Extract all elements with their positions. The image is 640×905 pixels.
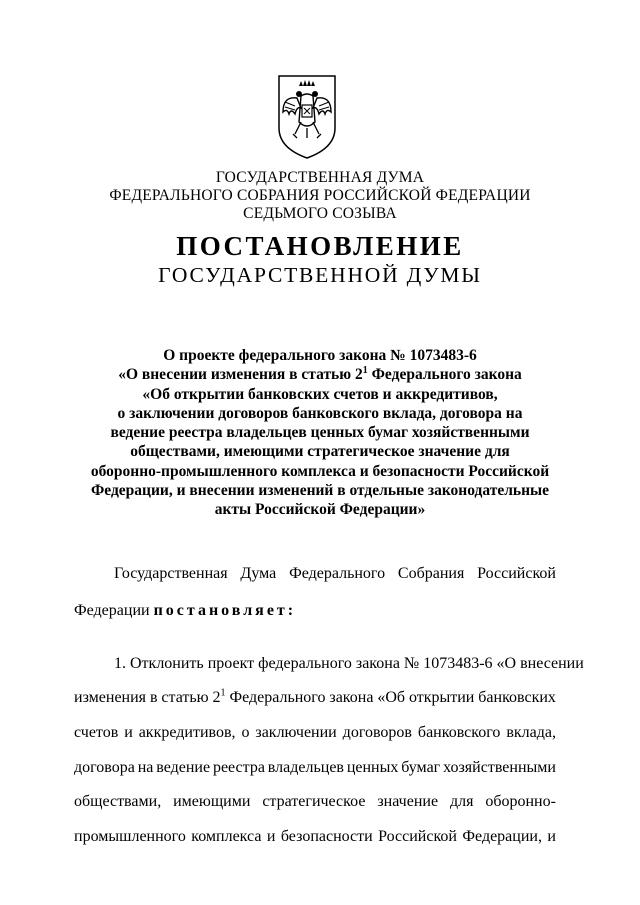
subject-line: Федерации, и внесении изменений в отдельные законодательные <box>90 482 550 500</box>
subject-line: О проекте федерального закона № 1073483-6 <box>163 347 477 364</box>
document-title: ПОСТАНОВЛЕНИЕ <box>176 231 464 261</box>
subject-line: акты Российской Федерации» <box>214 501 426 519</box>
header-convocation: СЕДЬМОГО СОЗЫВА <box>243 205 397 222</box>
subject-line: обществами, имеющими стратегическое значение для <box>130 443 510 461</box>
subject-line: «О внесении изменения в статью $2^1$ Федерального закона <box>118 365 522 384</box>
preamble-line: Государственная Дума Федерального Собрания Российской <box>114 565 556 582</box>
subject-heading <box>0 346 640 520</box>
subject-line: оборонно-промышленного комплекса и безопасности Российской <box>90 462 550 480</box>
header-federal-assembly: ФЕДЕРАЛЬНОГО СОБРАНИЯ РОССИЙСКОЙ ФЕДЕРАЦИИ <box>109 187 531 204</box>
document-subtitle: ГОСУДАРСТВЕННОЙ ДУМЫ <box>158 263 482 287</box>
item-1-line: обществами, имеющими стратегическое значение для оборонно- <box>74 793 556 810</box>
preamble-line: Федерации постановляет: <box>74 602 297 619</box>
item-1-line: промышленного комплекса и безопасности Российской Федерации, и <box>74 828 556 845</box>
subject-line: о заключении договоров банковского вклада, договора на <box>117 404 523 422</box>
header-duma: ГОСУДАРСТВЕННАЯ ДУМА <box>215 169 425 186</box>
russian-coat-of-arms-icon <box>275 72 339 160</box>
item-1-line: изменения в статью $2^1$ Федерального закона «Об открытии банковских <box>74 687 556 706</box>
item-1-line: счетов и аккредитивов, о заключении договоров банковского вклада, <box>74 724 556 741</box>
subject-line: ведение реестра владельцев ценных бумаг хозяйственными <box>110 424 530 442</box>
item-1-line: 1. Отклонить проект федерального закона № 1073483-6 «О внесении <box>114 655 584 672</box>
resolves-word: постановляет: <box>153 602 297 619</box>
item-1-line: договора на ведение реестра владельцев ценных бумаг хозяйственными <box>74 759 556 776</box>
subject-line: «Об открытии банковских счетов и аккредитивов, <box>142 385 498 403</box>
